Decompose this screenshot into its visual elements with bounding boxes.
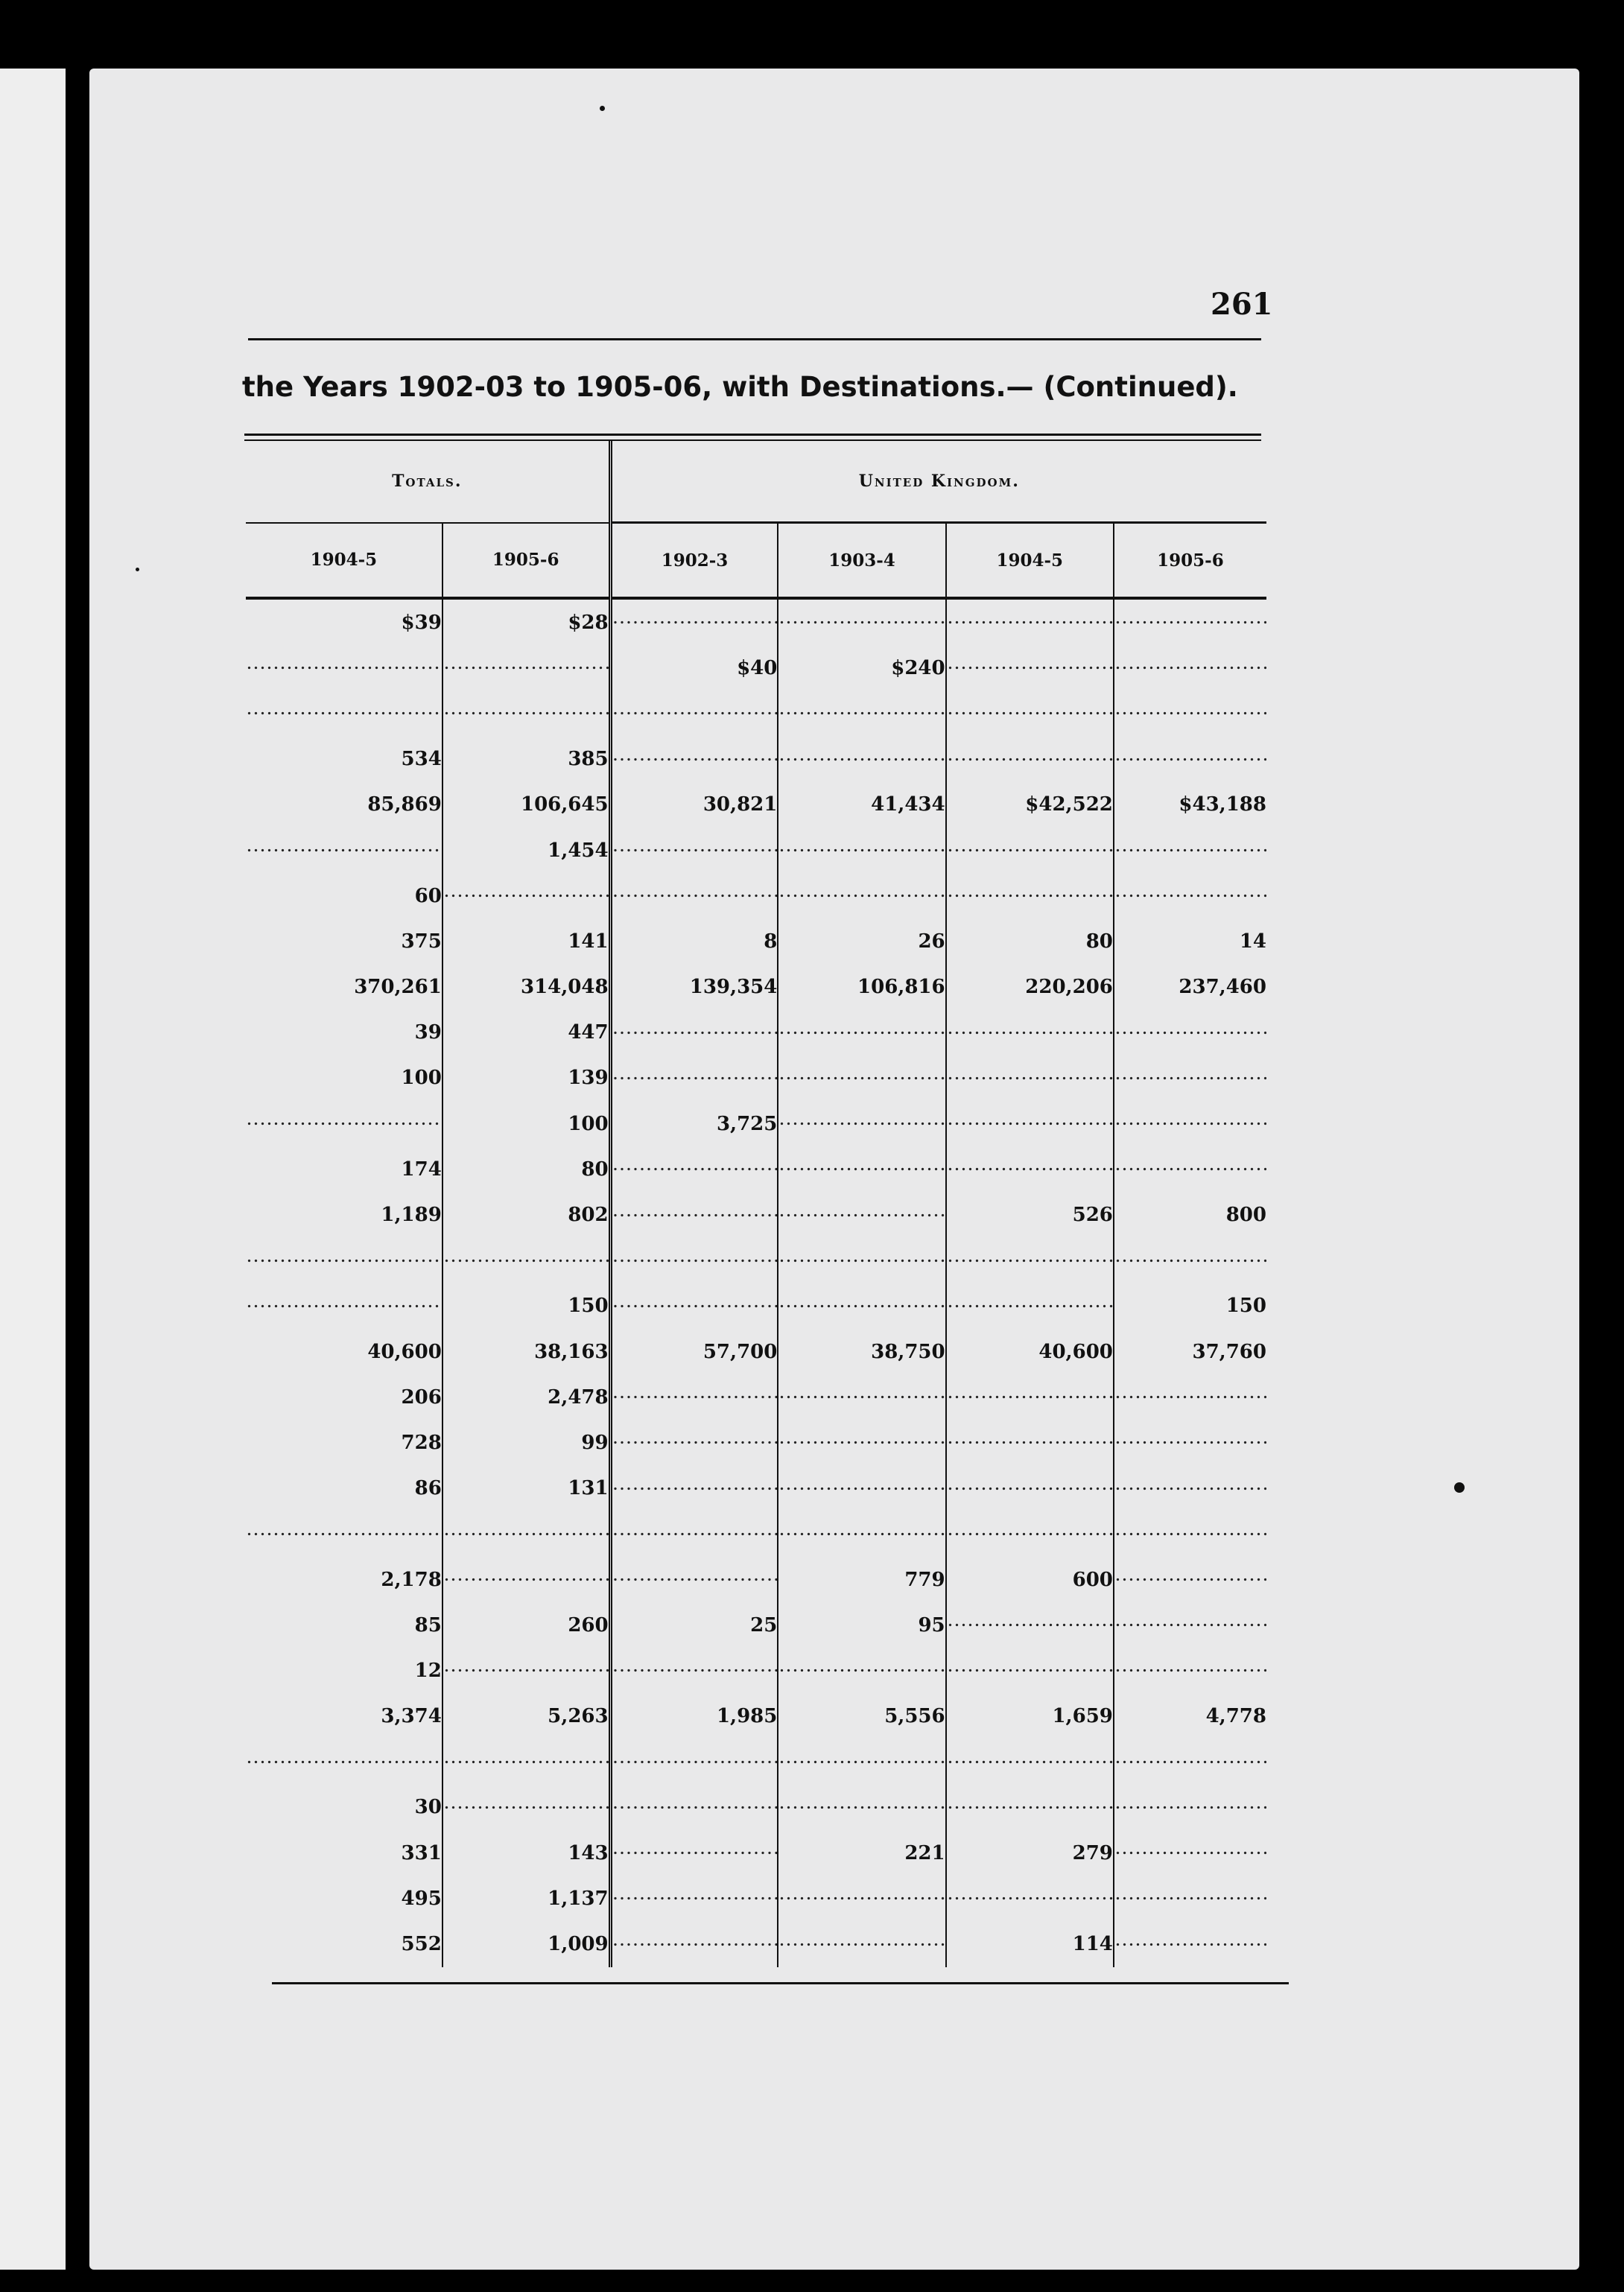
table-cell [1114,828,1266,873]
table-cell [778,1785,945,1830]
table-cell: 4,778 [1205,1705,1266,1728]
table-cell [246,1101,443,1146]
table-cell [946,1602,1114,1648]
table-cell: 1,659 [946,1694,1114,1739]
table-cell [610,1283,778,1329]
table-row [246,1694,1266,1739]
table-cell [946,737,1114,782]
table-cell [443,1238,610,1283]
ink-speck [136,568,139,571]
table-cell [946,1739,1114,1785]
table-cell [610,1739,778,1785]
table-cell: 221 [778,1830,945,1876]
table-cell: 25 [610,1602,778,1648]
table-cell: 60 [246,873,443,918]
table-cell: 80 [443,1146,610,1192]
table-cell: 375 [246,918,443,964]
table-cell: 85,869 [246,782,443,828]
table-cell [610,598,778,645]
table-row [246,1830,1266,1876]
table-row [246,1283,1266,1329]
table-cell: 38,750 [778,1329,945,1374]
table-cell: 5,556 [778,1694,945,1739]
header-rule [248,338,1261,340]
table-cell [1114,598,1266,645]
table-row [246,1921,1266,1966]
table-cell [946,1420,1114,1465]
table-cell [946,1648,1114,1693]
table-cell: 220,206 [946,965,1114,1010]
table-cell [946,1785,1114,1830]
table-cell: 131 [443,1466,610,1511]
table-cell [610,1192,778,1237]
table-cell [946,828,1114,873]
table-cell [778,1420,945,1465]
table-cell [610,1785,778,1830]
table-cell [1114,737,1266,782]
table-cell [778,1146,945,1192]
table-cell [610,737,778,782]
table-row [246,782,1266,828]
table-cell [610,691,778,736]
table-cell: 534 [246,737,443,782]
table-cell [443,1648,610,1693]
table-cell [778,873,945,918]
table-cell [1114,645,1266,691]
table-cell [946,691,1114,736]
table-cell [610,1466,778,1511]
table-row [246,1420,1266,1465]
table-cell: 40,600 [946,1329,1114,1374]
table-cell [1114,1511,1266,1557]
table-cell [946,1055,1114,1101]
table-cell: 8 [610,918,778,964]
table-cell [778,1055,945,1101]
table-cell [610,1648,778,1693]
title-rule-top [244,434,1261,436]
group-header-totals: Totals. [246,441,610,523]
table-cell [1114,1785,1266,1830]
table-cell: 139 [443,1055,610,1101]
table-cell [946,645,1114,691]
table-cell: 314,048 [443,965,610,1010]
table-cell [1114,1876,1266,1921]
column-header: 1903-4 [778,523,945,599]
table-cell [946,1511,1114,1557]
table-cell [610,1876,778,1921]
table-cell: 95 [778,1602,945,1648]
table-cell [946,598,1114,645]
table-body [246,598,1266,1967]
table-row [246,1192,1266,1237]
page-title: the Years 1902-03 to 1905-06, with Destinations.— (Continued). [242,371,1238,403]
page-number: 261 [1211,287,1273,322]
table-cell: 385 [443,737,610,782]
table-cell: 86 [246,1466,443,1511]
table-cell [246,1238,443,1283]
table-row [246,828,1266,873]
table-cell: 150 [443,1283,610,1329]
table-row [246,1238,1266,1283]
table-cell [610,1420,778,1465]
table-cell [778,828,945,873]
table-cell: $42,522 [946,782,1114,828]
table-row [246,1146,1266,1192]
table-cell [946,1146,1114,1192]
table-cell [443,873,610,918]
table-cell [778,1192,945,1237]
table-cell: 237,460 [1179,976,1266,999]
column-header: 1902-3 [610,523,778,599]
table-cell: $40 [610,645,778,691]
table-cell: 100 [443,1101,610,1146]
table-cell [1114,691,1266,736]
column-header: 1905-6 [1114,523,1266,599]
table-cell: 2,478 [443,1374,610,1420]
table-cell [946,873,1114,918]
table-cell: 39 [246,1010,443,1055]
table-cell [246,1511,443,1557]
table-row [246,1374,1266,1420]
table-cell: 141 [443,918,610,964]
table-cell: 106,645 [443,782,610,828]
table-cell: 100 [246,1055,443,1101]
table-cell [1114,1466,1266,1511]
data-table [246,441,1266,1967]
table-cell [1114,1238,1266,1283]
ink-speck [600,106,605,111]
table-cell [610,1010,778,1055]
table-cell [610,828,778,873]
table-cell [778,598,945,645]
table-cell [1114,1374,1266,1420]
table-cell [1114,1648,1266,1693]
table-row [246,1466,1266,1511]
table-cell [246,645,443,691]
table-cell [443,645,610,691]
table-cell: 174 [246,1146,443,1192]
table-cell [778,1466,945,1511]
table-row [246,1739,1266,1785]
table-cell: 5,263 [443,1694,610,1739]
adjacent-page-edge [0,69,66,2270]
table-cell: 12 [246,1648,443,1693]
table-cell [610,873,778,918]
table-cell: $43,188 [1179,793,1266,816]
table-cell: 143 [443,1830,610,1876]
table-cell [246,1739,443,1785]
table-cell [1114,1921,1266,1966]
table-cell [946,1283,1114,1329]
table-cell [443,1785,610,1830]
table-cell: 99 [443,1420,610,1465]
table-cell: 114 [946,1921,1114,1966]
table-cell [1114,1146,1266,1192]
table-row [246,737,1266,782]
table-cell: 106,816 [778,965,945,1010]
table-cell: 1,189 [246,1192,443,1237]
table-row [246,965,1266,1010]
table-cell [443,1557,610,1602]
table-cell [1114,1055,1266,1101]
table-cell: 779 [778,1557,945,1602]
table-cell [778,1921,945,1966]
table-cell [1114,1830,1266,1876]
table-cell [610,1374,778,1420]
group-header-united-kingdom: United Kingdom. [610,441,1266,523]
table-cell [946,1374,1114,1420]
table-row [246,1101,1266,1146]
table-cell [778,1876,945,1921]
table-cell [443,691,610,736]
table-cell [1114,1557,1266,1602]
table-row [246,1602,1266,1648]
table-cell [778,691,945,736]
table-cell [946,1876,1114,1921]
table-cell: 2,178 [246,1557,443,1602]
table-cell: 526 [946,1192,1114,1237]
table-cell [778,1010,945,1055]
table-cell: 80 [946,918,1114,964]
table-cell [1114,1602,1266,1648]
table-cell: 26 [778,918,945,964]
table-cell [610,1055,778,1101]
table-row [246,1055,1266,1101]
table-cell [946,1466,1114,1511]
table-cell: 279 [946,1830,1114,1876]
table-cell [778,737,945,782]
table-cell: 1,137 [443,1876,610,1921]
table-cell: 802 [443,1192,610,1237]
table-cell: 728 [246,1420,443,1465]
table-cell: $28 [443,598,610,645]
table-cell [443,1739,610,1785]
table-cell: 3,374 [246,1694,443,1739]
table-cell: 600 [946,1557,1114,1602]
table-cell: 3,725 [610,1101,778,1146]
table-cell [778,1511,945,1557]
table-row [246,1511,1266,1557]
table-row [246,918,1266,964]
ink-speck [1454,1482,1465,1493]
table-cell [1114,873,1266,918]
table-cell: 447 [443,1010,610,1055]
table-cell: 331 [246,1830,443,1876]
table-cell [1114,1010,1266,1055]
table-cell [443,1511,610,1557]
table-cell: 1,985 [610,1694,778,1739]
table-bottom-rule [272,1982,1289,1984]
table-cell: 57,700 [610,1329,778,1374]
table-cell: 40,600 [246,1329,443,1374]
table-row [246,645,1266,691]
table-cell [778,1238,945,1283]
column-header: 1905-6 [443,523,610,599]
table-cell: $240 [778,645,945,691]
table-cell: 139,354 [610,965,778,1010]
table-cell: 495 [246,1876,443,1921]
table-row [246,1329,1266,1374]
table-cell [778,1739,945,1785]
table-cell: 150 [1225,1295,1266,1318]
table-cell: 552 [246,1921,443,1966]
table-cell [946,1010,1114,1055]
table-cell: 30 [246,1785,443,1830]
table-row [246,1010,1266,1055]
table-cell: 41,434 [778,782,945,828]
table-cell [610,1557,778,1602]
table-row [246,873,1266,918]
table-cell [778,1374,945,1420]
table-cell [778,1283,945,1329]
table-cell: 800 [1225,1204,1266,1227]
table-cell [610,1511,778,1557]
table-cell [946,1101,1114,1146]
table-cell [946,1238,1114,1283]
table-cell [610,1238,778,1283]
table-cell [778,1648,945,1693]
column-header: 1904-5 [246,523,443,599]
table-row [246,1557,1266,1602]
table-cell: 1,454 [443,828,610,873]
table-cell [1114,1420,1266,1465]
table-cell [610,1146,778,1192]
table-cell: 370,261 [246,965,443,1010]
table-cell [610,1921,778,1966]
table-cell [246,1283,443,1329]
table-cell: 30,821 [610,782,778,828]
table-row [246,1648,1266,1693]
table-row [246,691,1266,736]
column-header: 1904-5 [946,523,1114,599]
table-cell: 37,760 [1192,1340,1266,1363]
table-cell [246,691,443,736]
table-cell [246,828,443,873]
table-row [246,598,1266,645]
table-cell: 1,009 [443,1921,610,1966]
table-cell [1114,1101,1266,1146]
table-row [246,1785,1266,1830]
table-cell: 38,163 [443,1329,610,1374]
table-cell [610,1830,778,1876]
table-cell: 260 [443,1602,610,1648]
table-row [246,1876,1266,1921]
table-cell: 14 [1239,930,1266,953]
table-cell: 206 [246,1374,443,1420]
table-cell: $39 [246,598,443,645]
table-cell [778,1101,945,1146]
table-cell: 85 [246,1602,443,1648]
table-cell [1114,1739,1266,1785]
